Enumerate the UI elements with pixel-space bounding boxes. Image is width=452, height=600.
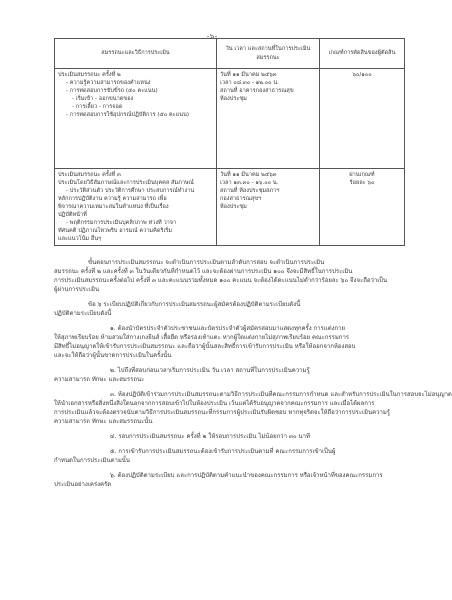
cell-text: และแนวโน้ม อื่นๆ bbox=[58, 236, 102, 243]
header-criteria: เกณฑ์การตัดสินของผู้ตัดสิน bbox=[320, 39, 405, 69]
paragraph-line: การประเมินแล้วจะต้องตรวจนับตามวิธีการประเมินสมรรถนะที่กรรมการผู้ประเมินรับผิดชอบ หากทุจริตจะให้ถือว่าการประเมินความรู้ bbox=[54, 409, 391, 416]
paragraph-line: ให้สุภาพเรียบร้อย ห้ามสวมใส่กางเกงยีนส์ เสื้อยืด หรือรองเท้าแตะ หากผู้ใดแต่งกายไม่สุภาพเรียบร้อย คณะกรรมการ bbox=[54, 334, 350, 341]
paragraph-line: สมรรถนะ ครั้งที่ ๒ และครั้งที่ ๓ ในวันเดียวกันที่กำหนดไว้ และจะต้องผ่านการประเมิน ๑๐๐ จึงจะมีสิทธิ์ในการประเมิน bbox=[54, 268, 353, 275]
cell-text: ปฏิบัติหน้าที่ bbox=[58, 212, 87, 219]
row2-criteria bbox=[320, 169, 405, 246]
paragraph-line: ความสามารถ ทักษะ และสมรรถนะ bbox=[54, 376, 145, 383]
header-competency: สมรรถนะและวิธีการประเมิน bbox=[55, 39, 217, 69]
body-text bbox=[54, 258, 452, 489]
table-row bbox=[55, 169, 405, 246]
cell-text: วันที่ ๑๑ มีนาคม ๒๕๖๓ bbox=[220, 71, 277, 78]
row1-criteria bbox=[320, 69, 405, 169]
cell-text: สถานที่ อาคารกองสาธารณสุข bbox=[220, 87, 294, 94]
cell-text: ประเมินสมรรถนะ ครั้งที่ ๒ bbox=[58, 71, 121, 78]
cell-text: สถานที่ ห้องประชุมสภาฯ bbox=[220, 187, 280, 194]
cell-text: วันที่ ๑๑ มีนาคม ๒๕๖๓ bbox=[220, 171, 277, 178]
paragraph-line: ความสามารถ ทักษะ และสมรรถนะนั้น bbox=[54, 418, 153, 425]
cell-text: - การทดสอบการขับขี่รถ (๕๐ คะแนน) bbox=[66, 87, 158, 94]
table-header-row bbox=[55, 39, 405, 69]
paragraph-line: ปฏิบัติตามระเบียบดังนี้ bbox=[54, 310, 112, 317]
cell-text: - ความรู้ความสามารถของตำแหน่ง bbox=[66, 79, 151, 86]
paragraph-line: ๕. การเข้ารับการประเมินสมรรถนะต้องเข้ารับการประเมินตามที่ คณะกรรมการเข้าเป็นผู้ bbox=[110, 448, 336, 455]
cell-text: - การเลี้ยว - การจอด bbox=[72, 103, 123, 110]
cell-text: ๖๐/๑๐๐ bbox=[352, 71, 372, 78]
cell-text: หลักการปฏิบัติงาน ความรู้ ความสามารถ เพื่อ bbox=[58, 195, 167, 202]
cell-text: พิจารณาความเหมาะสมในตำแหน่ง ที่เป็นเรื่อง bbox=[58, 203, 169, 210]
paragraph-line: ขั้นตอนการประเมินสมรรถนะ จะดำเนินการประเมินตามลำดับการสอบ จะดำเนินการประเมิน bbox=[88, 259, 325, 266]
paragraph-line: ผู้ผ่านการประเมิน bbox=[54, 286, 100, 293]
paragraph-line: ประเมินอย่างเคร่งครัด bbox=[54, 481, 112, 488]
header-date-venue: วัน เวลา และสถานที่ในการประเมินสมรรถนะ bbox=[217, 39, 320, 69]
paragraph-line: กำหนดในการประเมินตามนั้น bbox=[54, 457, 130, 464]
paragraph-line: ๖. ต้องปฏิบัติตามระเบียบ และการปฏิบัติตามคำแนะนำของคณะกรรมการ หรือเจ้าหน้าที่ของคณะกรรมการ bbox=[110, 472, 383, 479]
cell-text: ประเมินสมรรถนะ ครั้งที่ ๓ bbox=[58, 171, 121, 178]
cell-text: ผ่านเกณฑ์ bbox=[349, 171, 375, 178]
row1-date-venue bbox=[217, 69, 320, 169]
table-row bbox=[55, 69, 405, 169]
paragraph-line: และจะให้ถือว่าผู้นั้นขาดการประเมินในครั้งนั้น bbox=[54, 352, 172, 359]
paragraph-line: ข้อ ๖ ระเบียบปฏิบัติเกี่ยวกับการประเมินสมรรถนะผู้สมัครต้องปฏิบัติตามระเบียบดังนี้ bbox=[88, 301, 301, 308]
cell-text: - พฤติกรรมการประเมินบุคลิกภาพ ท่วงที วาจา bbox=[66, 220, 177, 227]
row2-competency bbox=[55, 169, 217, 246]
cell-text: ทัศนคติ ปฏิภาณไหวพริบ อารมณ์ ความคิดริเริ่ม bbox=[58, 228, 173, 235]
paragraph-line: ๒. ไปถึงที่สอบก่อนเวลาเริ่มการประเมิน วัน เวลา สถานที่ในการประเมินความรู้ bbox=[110, 367, 310, 374]
row2-date-venue bbox=[217, 169, 320, 246]
paragraph-line: ๔. รอบการประเมินสมรรถนะ ครั้งที่ ๒ ให้รอบการประเมิน ไม่น้อยกว่า ๓๐ นาที bbox=[110, 433, 310, 440]
cell-text: ร้อยละ ๖๐ bbox=[349, 179, 375, 186]
cell-text: - ประวัติส่วนตัว ประวัติการศึกษา ประสบการณ์ทำงาน bbox=[66, 187, 195, 194]
paragraph-line: มีสิทธิ์ไม่อนุญาตให้เข้ารับการประเมินสมรรถนะ และถือว่าผู้นั้นสละสิทธิ์การเข้ารับการประเมิน หรือให้ออกจากห้องสอบ bbox=[54, 343, 356, 350]
cell-text: เวลา ๐๘.๓๐ - ๑๒.๐๐ น. bbox=[220, 79, 279, 86]
cell-text: ประเมินโดยวิธีสัมภาษณ์และการประเมินบุคคล สัมภาษณ์ bbox=[58, 179, 194, 186]
row1-competency bbox=[55, 69, 217, 169]
schedule-table bbox=[54, 38, 405, 246]
paragraph-line: ให้นำเอกสารหรือสิ่งหนึ่งสิ่งใดนอกจากการสอบเข้าไปในห้องประเมิน เว้นแต่ได้รับอนุญาตจากคณะกรรมการ และเมื่อได้ผลการ bbox=[54, 400, 375, 407]
cell-text: - การทดสอบการใช้อุปกรณ์ปฏิบัติการ (๕๐ คะแนน) bbox=[66, 112, 190, 119]
paragraph-line: ๓. ห้องปฏิบัติเข้าร่วมการประเมินสมรรถนะตามวิธีการประเมินที่คณะกรรมการกำหนด และสำหรับการประเมินในการสอบจะไม่อนุญาต bbox=[110, 391, 452, 398]
cell-text: ห้องประชุม bbox=[220, 95, 247, 102]
cell-text: - เริ่มเข้า - ออกขนาดของ bbox=[72, 95, 134, 102]
cell-text: ห้องประชุม bbox=[220, 203, 247, 210]
paragraph-line: การประเมินสมรรถนะครั้งต่อไป ครั้งที่ ๓ และคะแนนรวมทั้งหมด ๑๐๐ คะแนน จะต้องได้คะแนนไม่ต่ำกว่าร้อยละ ๖๐ จึงจะถือว่าเป็น bbox=[54, 277, 388, 284]
cell-text: กองสาธารณสุขฯ bbox=[220, 195, 262, 202]
cell-text: เวลา ๑๓.๓๐ - ๑๖.๐๐ น. bbox=[220, 179, 279, 186]
paragraph-line: ๑. ต้องนำบัตรประจำตัวประชาชนและบัตรประจำตัวผู้สมัครสอบมาแสดงทุกครั้ง การแต่งกาย bbox=[110, 325, 346, 332]
page-number: -๖- bbox=[206, 32, 218, 41]
